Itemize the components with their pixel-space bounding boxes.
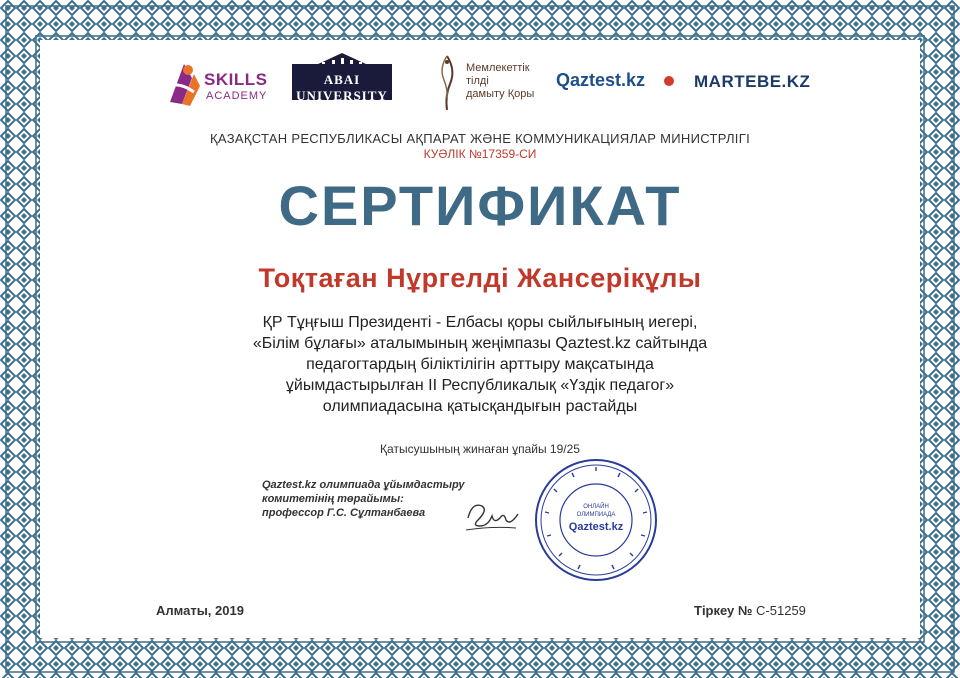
mem-line-1: Мемлекеттік — [466, 62, 530, 74]
memlekettik-til-logo — [436, 52, 546, 114]
certificate-title: СЕРТИФИКАТ — [278, 174, 682, 237]
body-line: педагогтардың біліктілігін арттыру мақсатында — [306, 356, 654, 373]
certificate-body — [0, 312, 960, 417]
qaztest-text: Qaztest.kz — [556, 70, 646, 90]
abai-text: ABAI UNIVERSITY — [296, 72, 388, 103]
registration-number — [694, 603, 806, 618]
signatory-line: профессор Г.С. Сұлтанбаева — [262, 507, 426, 519]
license-number: КУӘЛІК №17359-СИ — [423, 147, 537, 161]
body-line: «Білім бұлағы» аталымының жеңімпазы Qaztest.kz сайтында — [252, 335, 708, 352]
academy-text: ACADEMY — [206, 90, 268, 102]
partner-logos — [0, 52, 960, 114]
stamp-line-1: ОНЛАЙН — [583, 504, 609, 510]
registration-label: Тіркеу № — [694, 603, 753, 618]
qaztest-logo — [556, 52, 676, 114]
body-line: ҚР Тұңғыш Президенті - Елбасы қоры сыйлығының иегері, — [262, 314, 698, 331]
martebe-logo — [694, 52, 811, 114]
official-stamp-icon — [532, 456, 660, 584]
participant-score: Қатысушының жинаған ұпайы 19/25 — [380, 442, 580, 456]
stamp-brand: Qaztest.kz — [568, 521, 624, 533]
memlekettik-text — [466, 62, 534, 101]
abai-university-logo — [292, 52, 394, 114]
body-line: олимпиадасына қатысқандығын растайды — [322, 398, 638, 415]
skills-academy-logo — [164, 52, 276, 114]
signature-icon — [462, 496, 522, 536]
skills-academy-mark-icon — [164, 56, 204, 110]
ministry-heading: ҚАЗАҚСТАН РЕСПУБЛИКАСЫ АҚПАРАТ ЖӘНЕ КОММУНИКАЦИЯЛАР МИНИСТРЛІГІ — [210, 131, 750, 146]
martebe-text: MARTEBE.KZ — [694, 72, 811, 91]
feather-icon — [436, 54, 458, 112]
registration-value: С-51259 — [756, 603, 806, 618]
mem-line-3: дамыту Қоры — [466, 88, 535, 100]
mem-line-2: тілді — [466, 75, 489, 87]
skills-text: SKILLS — [204, 70, 268, 89]
stamp-line-2: ОЛИМПИАДА — [576, 512, 616, 518]
body-line: ұйымдастырылған ІІ Республикалық «Үздік педагог» — [285, 377, 675, 394]
qaztest-dot-icon — [664, 76, 674, 86]
recipient-name: Тоқтаған Нұргелді Жансерікұлы — [258, 263, 702, 293]
city-year: Алматы, 2019 — [156, 603, 244, 618]
signatory-line: Qaztest.kz олимпиада ұйымдастыру — [262, 479, 465, 491]
signatory-line: комитетінің төрайымы: — [262, 493, 404, 505]
